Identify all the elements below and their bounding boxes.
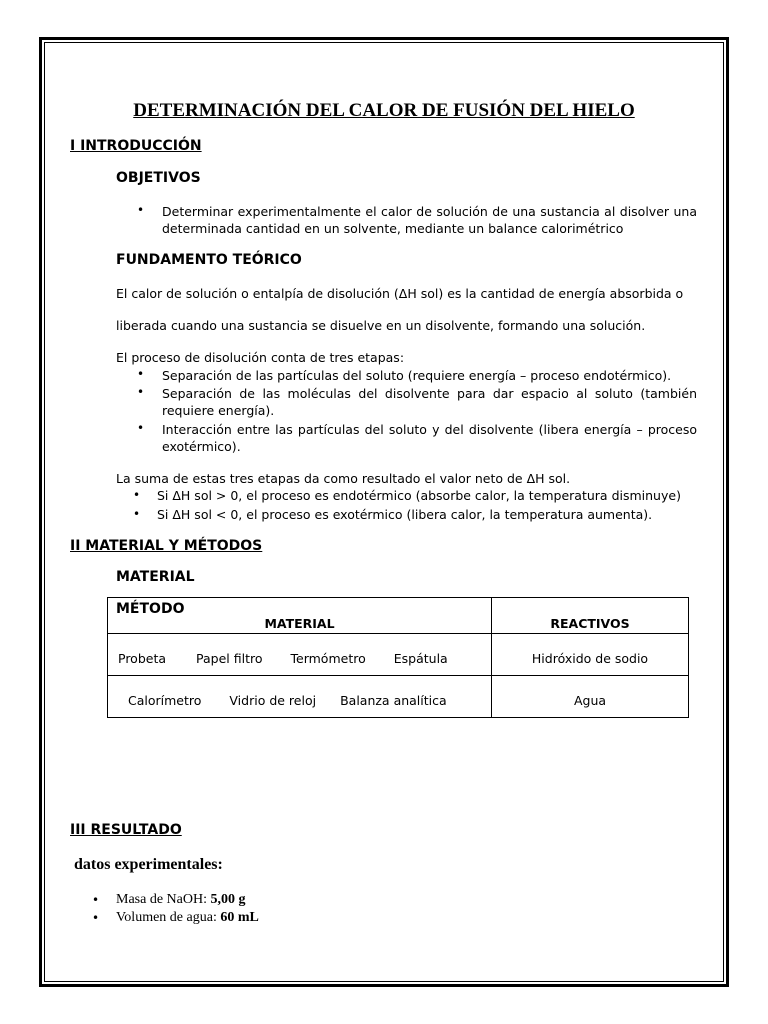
dato-item (116, 910, 259, 926)
material-item: Vidrio de reloj (229, 693, 317, 708)
dato-label: Volumen de agua: (116, 910, 217, 925)
dato-item (116, 892, 245, 908)
objetivo-item: Determinar experimentalmente el calor de solución de una sustancia al disolver una determinada cantidad en un solvente, mediante un balance calorimétrico (162, 204, 697, 236)
material-item: Probeta (118, 651, 167, 666)
section-heading-resultado: III RESULTADO (70, 822, 182, 838)
material-item: Espátula (393, 651, 448, 666)
bullet-icon: • (92, 911, 100, 925)
heading-objetivos: OBJETIVOS (116, 170, 201, 186)
table-row (108, 676, 689, 718)
suma-paragraph: La suma de estas tres etapas da como resultado el valor neto de ΔH sol. (116, 471, 571, 486)
heading-material: MATERIAL (116, 569, 195, 585)
bullet-icon: • (133, 507, 141, 521)
bullet-icon: • (137, 421, 145, 435)
datos-experimentales-heading: datos experimentales: (74, 856, 223, 873)
material-item: Balanza analítica (340, 693, 447, 708)
material-item: Calorímetro (128, 693, 202, 708)
dato-value: 5,00 g (210, 892, 246, 907)
material-item: Termómetro (290, 651, 366, 666)
section-heading-introduccion: I INTRODUCCIÓN (70, 138, 202, 154)
table-cell-material (108, 634, 492, 676)
etapas-intro: El proceso de disolución conta de tres etapas: (116, 350, 405, 365)
bullet-icon: • (137, 367, 145, 381)
section-heading-material-metodos: II MATERIAL Y MÉTODOS (70, 538, 263, 554)
heading-fundamento-teorico: FUNDAMENTO TEÓRICO (116, 252, 302, 268)
caso-item: Si ΔH sol > 0, el proceso es endotérmico (absorbe calor, la temperatura disminuye) (157, 488, 681, 503)
fundamento-paragraph-line1: El calor de solución o entalpía de disolución (ΔH sol) es la cantidad de energía absorbida o (116, 286, 684, 301)
table-row (108, 634, 689, 676)
bullet-icon: • (137, 203, 145, 217)
document-title: DETERMINACIÓN DEL CALOR DE FUSIÓN DEL HIELO (133, 100, 635, 121)
table-header-reactivos: REACTIVOS (492, 598, 689, 634)
bullet-icon: • (133, 488, 141, 502)
fundamento-paragraph-line2: liberada cuando una sustancia se disuelve en un disolvente, formando una solución. (116, 318, 646, 333)
material-item: Papel filtro (196, 651, 263, 666)
dato-label: Masa de NaOH: (116, 892, 207, 907)
etapa-item: Separación de las partículas del soluto (requiere energía – proceso endotérmico). (162, 368, 672, 383)
table-cell-reactivo: Agua (492, 676, 689, 718)
caso-item: Si ΔH sol < 0, el proceso es exotérmico (libera calor, la temperatura aumenta). (157, 507, 653, 522)
table-cell-reactivo: Hidróxido de sodio (492, 634, 689, 676)
material-table (107, 597, 689, 718)
table-header-material: MATERIAL (108, 598, 492, 634)
dato-value: 60 mL (220, 910, 259, 925)
etapa-item: Separación de las moléculas del disolvente para dar espacio al soluto (también requiere energía). (162, 386, 697, 418)
table-cell-material (108, 676, 492, 718)
heading-metodo: MÉTODO (116, 601, 185, 617)
table-header-row (108, 598, 689, 634)
etapa-item: Interacción entre las partículas del soluto y del disolvente (libera energía – proceso exotérmico). (162, 422, 697, 454)
bullet-icon: • (92, 893, 100, 907)
bullet-icon: • (137, 385, 145, 399)
